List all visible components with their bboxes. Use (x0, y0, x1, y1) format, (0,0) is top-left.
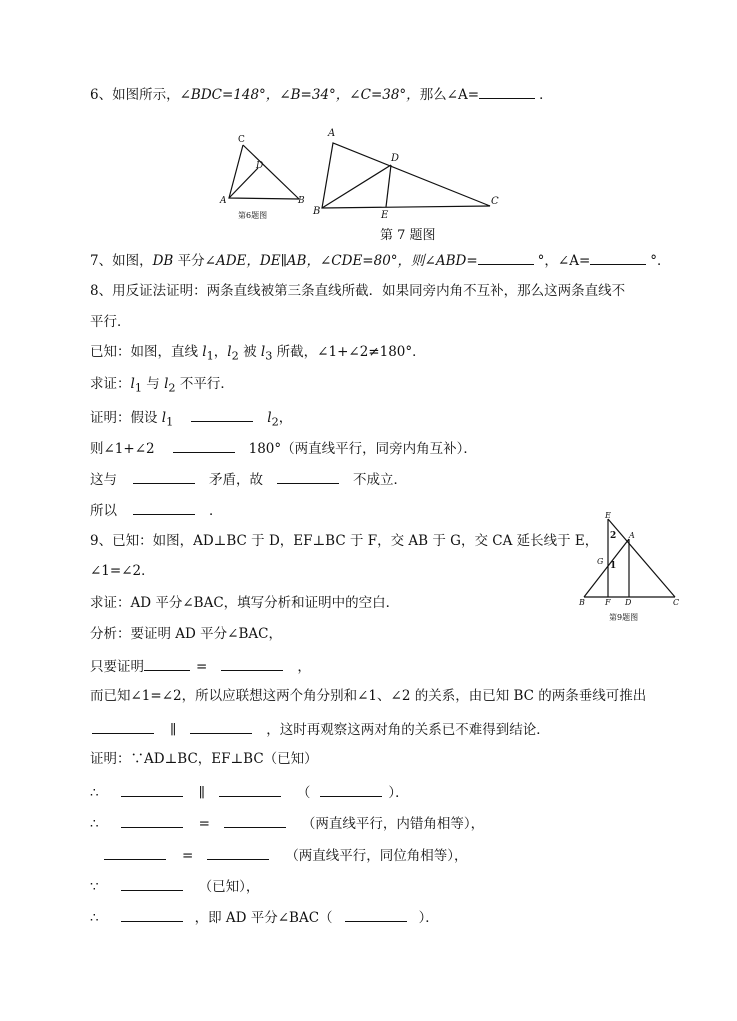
q8-proof-pre: 证明：假设 (90, 410, 162, 426)
q9-line1: 9、已知：如图，AD⊥BC 于 D，EF⊥BC 于 F，交 AB 于 G，交 CA 延长线于 E， (90, 533, 599, 549)
fig9-label-c: C (673, 598, 680, 607)
q8-contra-post: 不成立． (353, 472, 407, 488)
q9-blank-par-1[interactable] (92, 719, 154, 734)
fig9-label-g: G (597, 557, 604, 566)
q6-text: 如图所示， (112, 87, 180, 103)
fig9-label-1: 1 (610, 561, 617, 571)
q9-blank-s1-2[interactable] (219, 782, 281, 797)
fig7-caption: 第 7 题图 (380, 228, 436, 243)
q7-blank-abd[interactable] (478, 250, 534, 265)
q7-deg2: °． (650, 253, 671, 269)
q8-contra-pre: 这与 (90, 472, 117, 488)
q9-step5-close: ）． (418, 910, 439, 926)
q8-blank-contra[interactable] (133, 469, 195, 484)
q9-step2-eq: = (198, 816, 210, 832)
q9-blank-s2-2[interactable] (224, 813, 286, 828)
q7-number: 7、 (90, 253, 113, 269)
q6-cond-b: ∠B=34°， (279, 87, 350, 103)
q6-answer-blank[interactable] (479, 84, 535, 99)
q6-number: 6、 (90, 87, 113, 103)
fig9-label-a: A (629, 531, 635, 540)
q9-blank-only-1[interactable] (144, 656, 190, 671)
q7-line (90, 250, 671, 270)
q9-step1 (90, 782, 409, 802)
q9-blank-s3-1[interactable] (104, 845, 166, 860)
q8-contra-mid: 矛盾，故 (209, 472, 263, 488)
q9-blank-s1-1[interactable] (121, 782, 183, 797)
fig9-label-e: E (605, 511, 611, 520)
q8-given-pre: 已知：如图，直线 (90, 344, 203, 360)
q7-ade: ADE (215, 253, 247, 269)
q9-step3-eq: = (182, 848, 194, 864)
q8-prove-mid: 与 (142, 376, 165, 392)
q8-prove-post: 不平行． (175, 376, 234, 392)
q8-blank-conclusion[interactable] (133, 500, 195, 515)
q7-db: DB (152, 253, 174, 269)
q8-so (90, 500, 223, 520)
q8-blank-then[interactable] (173, 438, 235, 453)
q9-step1-par: ∥ (198, 785, 205, 801)
q7-blank-a[interactable] (590, 250, 646, 265)
q9-step3-reason: （两直线平行，同位角相等）， (285, 848, 468, 864)
q8-line2: 平行． (90, 314, 131, 330)
fig6-label-c: C (238, 135, 245, 145)
q9-only-post: ， (297, 659, 311, 675)
q8-prove-l1: l (130, 376, 135, 392)
q8-prove-l2: l (164, 376, 169, 392)
q8-prove-label: 求证： (90, 376, 131, 392)
fig9-label-2: 2 (610, 531, 617, 541)
fig7-label-d: D (391, 153, 400, 164)
q8-so-post: ． (209, 503, 223, 519)
q9-only (90, 656, 311, 676)
q8-given-l3: l (260, 344, 266, 360)
q6-cond-c: ∠C=38°， (349, 87, 420, 103)
figure-7 (310, 124, 510, 244)
q8-then-pre: 则∠1+∠2 (90, 441, 155, 457)
q8-given-l1: l (202, 344, 207, 360)
q8-given-l2: l (227, 344, 232, 360)
figure-9 (575, 510, 687, 625)
q8-proof-l2: l (267, 410, 272, 426)
q8-given-post: 所截，∠1+∠2≠180°． (272, 344, 426, 360)
fig7-label-a: A (328, 128, 336, 139)
q6-tail: ． (539, 87, 553, 103)
q8-given-mid: 被 (238, 344, 261, 360)
q9-step3 (100, 845, 468, 865)
fig9-caption: 第9题图 (609, 613, 639, 622)
q9-blank-s5-reason[interactable] (345, 907, 407, 922)
q9-proof-head: 证明：∵AD⊥BC，EF⊥BC（已知） (90, 751, 318, 767)
q9-step5 (90, 907, 439, 927)
q8-proof: 证明：假设 $l_1$ $l_2$， (90, 407, 292, 432)
fig7-label-e: E (381, 210, 389, 221)
fig6-label-a: A (220, 196, 227, 206)
q8-line1: 8、用反证法证明：两条直线被第三条直线所截．如果同旁内角不互补，那么这两条直线不 (90, 283, 626, 299)
q6-cond-bdc: ∠BDC=148°， (179, 87, 280, 103)
q9-step5-therefore: ∴ (90, 910, 99, 926)
q9-blank-s5[interactable] (121, 907, 183, 922)
fig9-label-d: D (625, 598, 632, 607)
q9-step5-mid: ，即 AD 平分∠BAC（ (194, 910, 333, 926)
q9-blank-s2-1[interactable] (121, 813, 183, 828)
q9-step4 (90, 876, 259, 896)
q8-proof-l1: l (161, 410, 167, 426)
q8-then-post: 180°（两直线平行，同旁内角互补）． (248, 441, 477, 457)
q8-contra (90, 469, 407, 489)
q8-blank-hyp[interactable] (277, 469, 339, 484)
q9-step1-therefore: ∴ (90, 785, 99, 801)
q9-parallel (90, 719, 550, 739)
q9-blank-s4[interactable] (121, 876, 183, 891)
fig6-label-d: D (256, 161, 264, 171)
q9-par-post: ，这时再观察这两对角的关系已不难得到结论． (266, 722, 550, 738)
q9-line2: ∠1=∠2． (90, 563, 155, 579)
q9-step1-close: ）． (388, 785, 409, 801)
fig9-label-f: F (605, 598, 611, 607)
fig9-label-b: B (579, 598, 585, 607)
q8-then (90, 438, 477, 458)
q9-step4-because: ∵ (90, 879, 99, 895)
q9-prove: 求证：AD 平分∠BAC，填写分析和证明中的空白． (90, 595, 400, 611)
q9-analysis: 分析：要证明 AD 平分∠BAC， (90, 626, 282, 642)
q8-prove: 求证：$l_1$ 与 $l_2$ 不平行． (90, 376, 234, 395)
q9-step2 (90, 813, 484, 833)
q9-blank-par-2[interactable] (190, 719, 252, 734)
q7-deg1: °，∠A= (537, 253, 591, 269)
q8-blank-assume[interactable] (191, 407, 253, 422)
q9-par-sym: ∥ (170, 722, 177, 738)
fig7-label-b: B (313, 206, 321, 217)
q9-only-pre: 只要证明 (90, 659, 144, 675)
q9-step2-reason: （两直线平行，内错角相等）， (301, 816, 485, 832)
q8-given: 已知：如图，直线 $l_1$，$l_2$ 被 $l_3$ 所截，∠1+∠2≠180°． (90, 344, 426, 363)
q6-line (90, 84, 553, 104)
figure-6 (218, 130, 306, 222)
fig6-caption: 第6题图 (238, 211, 268, 220)
q9-blank-s1-reason[interactable] (320, 782, 382, 797)
q8-so-pre: 所以 (90, 503, 117, 519)
q9-blank-only-2[interactable] (221, 656, 283, 671)
fig6-label-b: B (298, 196, 305, 206)
fig7-label-c: C (491, 196, 499, 207)
q7-bisect: 平分∠ (173, 253, 216, 269)
q6-question: 那么∠A= (419, 87, 480, 103)
q9-only-eq: = (196, 659, 208, 675)
q9-step2-therefore: ∴ (90, 816, 99, 832)
q9-known: 而已知∠1=∠2，所以应联想这两个角分别和∠1、∠2 的关系，由已知 BC 的两条垂线可推出 (90, 688, 647, 704)
q9-step1-open: （ (296, 785, 311, 801)
q7-text: 如图， (112, 253, 153, 269)
q9-blank-s3-2[interactable] (207, 845, 269, 860)
q7-conditions: ，DE∥AB，∠CDE=80°，则∠ABD= (246, 253, 478, 269)
q9-step4-reason: （已知）， (198, 879, 260, 895)
